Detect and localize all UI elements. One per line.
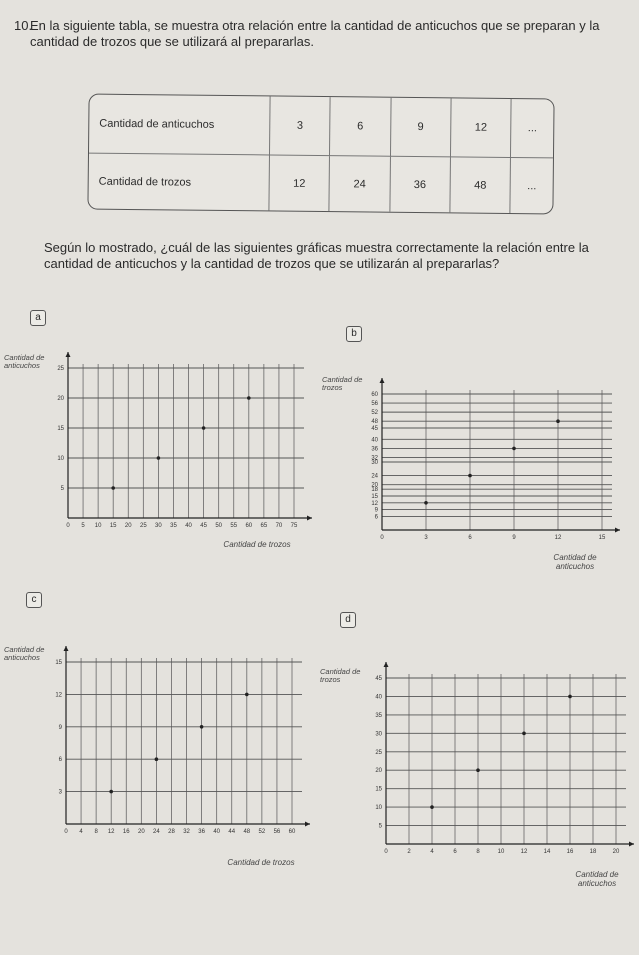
data-point xyxy=(247,396,251,400)
y-tick-label: 40 xyxy=(375,694,382,701)
x-tick-label: 56 xyxy=(273,829,281,835)
x-tick-label: 60 xyxy=(288,829,296,835)
data-point xyxy=(155,757,159,761)
x-tick-label: 15 xyxy=(598,535,606,541)
option-a-xlabel: Cantidad de trozos xyxy=(223,540,291,549)
x-tick-label: 3 xyxy=(424,535,428,541)
question-prompt: Según lo mostrado, ¿cuál de las siguientes gráficas muestra correctamente la relación entre la cantidad de anticuchos y la cantidad de trozos que se utilizarán al prepararlas? xyxy=(44,240,589,271)
table-cell: 3 xyxy=(270,96,331,156)
row-header-anticuchos: Cantidad de anticuchos xyxy=(89,95,271,156)
x-axis-arrow xyxy=(307,516,312,521)
question-text: En la siguiente tabla, se muestra otra relación entre la cantidad de anticuchos que se preparan y la cantidad de trozos que se utilizará al prepararlas. xyxy=(30,18,600,49)
table-row xyxy=(88,154,553,214)
data-point xyxy=(157,456,161,460)
x-tick-label: 44 xyxy=(228,829,236,835)
y-tick-label: 45 xyxy=(371,426,378,432)
y-tick-label: 15 xyxy=(57,426,64,432)
y-tick-label: 6 xyxy=(374,514,378,521)
y-tick-label: 25 xyxy=(57,366,64,372)
data-point xyxy=(200,725,204,729)
x-tick-label: 55 xyxy=(230,523,238,529)
y-tick-label: 20 xyxy=(57,396,64,402)
y-tick-label: 5 xyxy=(378,823,382,830)
x-tick-label: 8 xyxy=(94,829,98,835)
data-point xyxy=(568,695,572,699)
data-point xyxy=(512,447,516,451)
table-cell: 6 xyxy=(330,97,391,157)
y-tick-label: 60 xyxy=(371,392,378,398)
x-tick-label: 40 xyxy=(185,523,192,529)
option-c-chart[interactable] xyxy=(38,632,300,837)
y-axis-arrow xyxy=(380,378,385,383)
table-cell: ... xyxy=(527,179,537,192)
x-tick-label: 60 xyxy=(245,523,253,529)
option-b-xlabel: Cantidad de anticuchos xyxy=(553,553,597,571)
x-tick-label: 0 xyxy=(66,523,70,529)
y-tick-label: 5 xyxy=(60,486,64,492)
data-point xyxy=(109,790,113,794)
table-cell: 36 xyxy=(390,157,451,212)
x-tick-label: 20 xyxy=(124,523,132,529)
x-tick-label: 0 xyxy=(64,829,68,835)
x-tick-label: 40 xyxy=(213,829,221,835)
y-axis-arrow xyxy=(384,662,389,667)
data-point xyxy=(245,693,249,697)
x-tick-label: 25 xyxy=(139,523,147,529)
x-tick-label: 0 xyxy=(384,849,388,855)
y-tick-label: 48 xyxy=(371,419,378,426)
x-tick-label: 70 xyxy=(275,523,283,529)
x-tick-label: 30 xyxy=(155,523,162,529)
data-point xyxy=(556,419,560,423)
y-tick-label: 12 xyxy=(55,692,62,699)
table-cell: 12 xyxy=(269,156,330,211)
y-tick-label: 9 xyxy=(58,724,62,731)
data-point xyxy=(476,768,480,772)
option-d-label[interactable]: d xyxy=(340,612,356,628)
x-tick-label: 35 xyxy=(170,523,177,529)
y-tick-label: 9 xyxy=(374,507,378,514)
x-tick-label: 0 xyxy=(380,535,384,541)
option-b-label[interactable]: b xyxy=(346,326,362,342)
x-axis-arrow xyxy=(629,842,634,847)
question-number: 10. xyxy=(14,18,33,33)
y-tick-label: 32 xyxy=(371,455,378,462)
y-tick-label: 15 xyxy=(55,660,62,666)
table-cell: 24 xyxy=(330,156,391,211)
data-point xyxy=(468,474,472,478)
y-tick-label: 24 xyxy=(371,473,378,480)
x-tick-label: 24 xyxy=(153,829,160,835)
x-tick-label: 12 xyxy=(554,535,562,541)
option-d-ylabel: Cantidad de trozos xyxy=(320,667,361,684)
table-cell: 9 xyxy=(391,98,452,158)
x-tick-label: 6 xyxy=(453,849,457,855)
x-tick-label: 9 xyxy=(512,535,516,541)
data-table xyxy=(87,94,554,215)
data-point xyxy=(202,426,206,430)
table-cell: ... xyxy=(511,99,553,159)
x-axis-arrow xyxy=(615,528,620,533)
table-cell: 48 xyxy=(450,158,511,213)
y-tick-label: 40 xyxy=(371,437,378,444)
option-c-label[interactable]: c xyxy=(26,592,42,608)
y-axis-arrow xyxy=(64,646,69,651)
x-axis-arrow xyxy=(305,822,310,827)
x-tick-label: 6 xyxy=(468,535,472,541)
x-tick-label: 36 xyxy=(198,829,205,835)
y-tick-label: 36 xyxy=(371,446,378,453)
y-tick-label: 6 xyxy=(58,757,62,764)
option-d-xlabel: Cantidad de anticuchos xyxy=(575,870,619,888)
option-a-chart[interactable] xyxy=(40,340,300,530)
data-point xyxy=(424,501,428,505)
option-a-ylabel: Cantidad de anticuchos xyxy=(4,353,45,370)
y-tick-label: 35 xyxy=(375,712,382,719)
y-tick-label: 15 xyxy=(375,786,382,793)
x-tick-label: 15 xyxy=(109,523,117,529)
x-tick-label: 50 xyxy=(215,523,223,529)
x-tick-label: 16 xyxy=(566,849,574,855)
y-tick-label: 20 xyxy=(371,482,378,489)
x-tick-label: 4 xyxy=(430,849,434,855)
table-row xyxy=(89,95,554,159)
x-tick-label: 65 xyxy=(260,523,268,529)
y-tick-label: 12 xyxy=(371,500,378,507)
y-axis-arrow xyxy=(66,352,71,357)
x-tick-label: 5 xyxy=(81,523,85,529)
x-tick-label: 14 xyxy=(543,849,551,855)
x-tick-label: 20 xyxy=(137,829,145,835)
y-tick-label: 20 xyxy=(375,768,382,775)
x-tick-label: 20 xyxy=(612,849,620,855)
x-tick-label: 18 xyxy=(589,849,597,855)
y-tick-label: 45 xyxy=(375,676,382,682)
x-tick-label: 12 xyxy=(107,829,115,835)
y-tick-label: 10 xyxy=(57,456,64,462)
option-d-chart[interactable] xyxy=(356,648,628,858)
x-tick-label: 48 xyxy=(243,829,251,835)
x-tick-label: 10 xyxy=(497,849,505,855)
x-tick-label: 32 xyxy=(183,829,190,835)
option-c-xlabel: Cantidad de trozos xyxy=(227,858,295,867)
option-b-ylabel: Cantidad de trozos xyxy=(322,375,363,392)
x-tick-label: 52 xyxy=(258,829,266,835)
data-point xyxy=(430,805,434,809)
y-tick-label: 10 xyxy=(375,805,382,812)
option-c-ylabel: Cantidad de anticuchos xyxy=(4,645,45,662)
y-tick-label: 56 xyxy=(371,401,378,408)
x-tick-label: 45 xyxy=(200,523,207,529)
table-cell: 12 xyxy=(451,98,512,158)
x-tick-label: 28 xyxy=(168,829,175,835)
x-tick-label: 12 xyxy=(520,849,528,855)
x-tick-label: 16 xyxy=(122,829,130,835)
row-header-trozos: Cantidad de trozos xyxy=(88,154,270,211)
y-tick-label: 15 xyxy=(371,494,378,500)
x-tick-label: 4 xyxy=(79,829,83,835)
y-tick-label: 52 xyxy=(371,410,378,417)
y-tick-label: 18 xyxy=(371,487,378,494)
y-tick-label: 3 xyxy=(58,789,62,796)
option-b-chart[interactable] xyxy=(350,368,620,543)
y-tick-label: 25 xyxy=(375,749,382,756)
data-point xyxy=(522,732,526,736)
x-tick-label: 8 xyxy=(476,849,480,855)
data-point xyxy=(111,486,115,490)
option-a-label[interactable]: a xyxy=(30,310,46,326)
x-tick-label: 10 xyxy=(94,523,102,529)
x-tick-label: 75 xyxy=(290,523,298,529)
y-tick-label: 30 xyxy=(371,460,378,466)
x-tick-label: 2 xyxy=(407,849,411,855)
y-tick-label: 30 xyxy=(375,731,382,738)
